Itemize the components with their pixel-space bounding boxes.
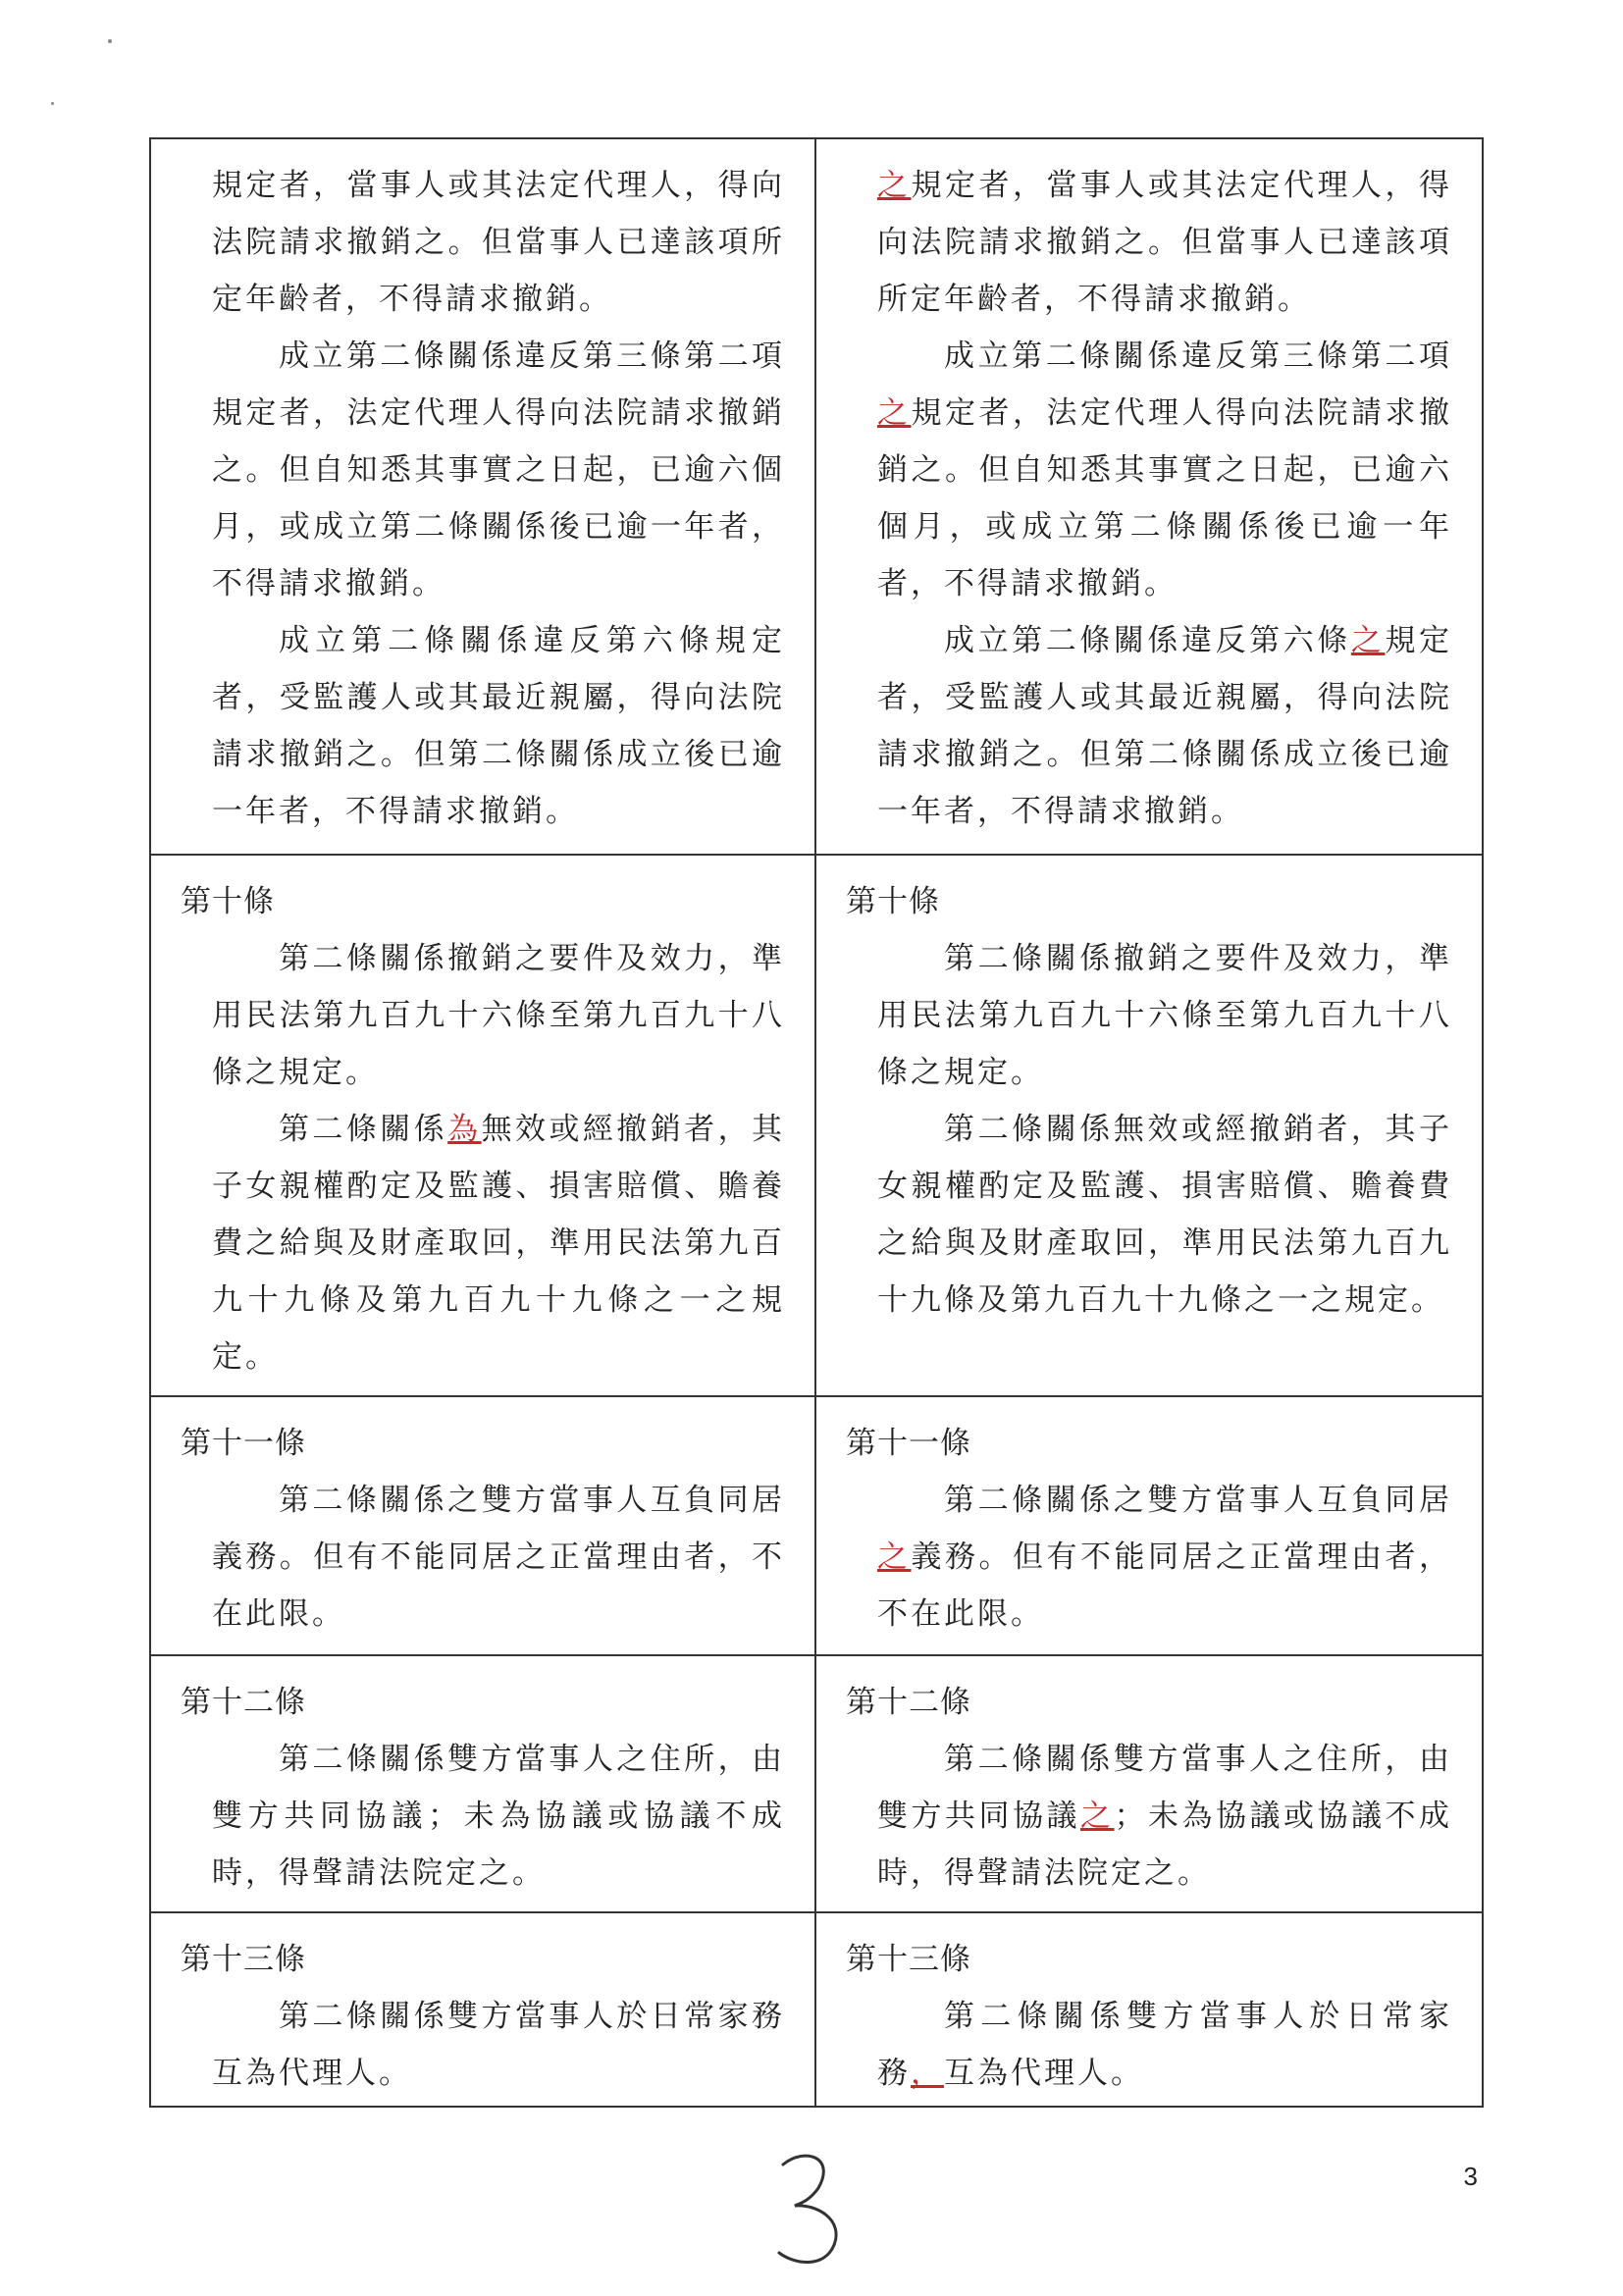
right-column-cell [816, 856, 1482, 1395]
paragraph [846, 612, 1452, 840]
paragraph [181, 1101, 785, 1385]
paragraph [846, 328, 1452, 612]
edit-mark: 之 [877, 395, 912, 431]
page-number: 3 [1463, 2162, 1478, 2191]
paragraph [846, 1731, 1452, 1902]
paragraph-text: 第二條關係 [279, 1112, 448, 1147]
edit-mark: 之 [1080, 1799, 1115, 1834]
paragraph [846, 1472, 1452, 1643]
paragraph-text: 義務。但有不能同居之正當理由者，不在此限。 [877, 1539, 1452, 1632]
article-heading: 第十三條 [846, 1942, 971, 1977]
paragraph: 第二條關係雙方當事人於日常家務互為代理人。 [212, 1999, 785, 2091]
article-heading: 第十三條 [181, 1942, 306, 1977]
article-heading: 第十二條 [846, 1685, 971, 1720]
paragraph-text: 成立第二條關係違反第六條 [944, 623, 1351, 658]
paragraph-text: 無效或經撤銷者，其子女親權酌定及監護、損害賠償、贍養費之給與及財產取回，準用民法第九百九十九條及第九百九十九條之一之規定。 [212, 1112, 786, 1375]
comparison-table [149, 137, 1484, 2108]
right-column-cell [816, 1397, 1482, 1654]
scan-speck [51, 102, 54, 105]
handwritten-page-mark [765, 2139, 854, 2276]
right-column-cell [816, 1913, 1482, 2106]
paragraph: 成立第二條關係違反第三條第二項規定者，法定代理人得向法院請求撤銷之。但自知悉其事實之日起，已逾六個月，或成立第二條關係後已逾一年者，不得請求撤銷。 [212, 339, 785, 601]
scan-speck [108, 39, 112, 43]
edit-mark: ， [911, 2056, 944, 2091]
paragraph: 規定者，當事人或其法定代理人，得向法院請求撤銷之。但當事人已達該項所定年齡者，不得請求撤銷。 [212, 168, 785, 317]
paragraph-text: 互為代理人。 [944, 2056, 1144, 2091]
paragraph-text: 規定者，當事人或其法定代理人，得向法院請求撤銷之。但當事人已達該項所定年齡者，不得請求撤銷。 [877, 168, 1452, 317]
paragraph: 第二條關係撤銷之要件及效力，準用民法第九百九十六條至第九百九十八條之規定。 [212, 941, 785, 1090]
article-heading: 第十條 [181, 884, 275, 919]
paragraph-text: 規定者，法定代理人得向法院請求撤銷之。但自知悉其事實之日起，已逾六個月，或成立第二條關係後已逾一年者，不得請求撤銷。 [877, 395, 1452, 601]
table-row [151, 854, 1482, 1395]
left-column-cell [151, 139, 816, 854]
paragraph: 成立第二條關係違反第六條規定者，受監護人或其最近親屬，得向法院請求撤銷之。但第二條關係成立後已逾一年者，不得請求撤銷。 [212, 623, 785, 829]
table-row [151, 1911, 1482, 2106]
article-heading: 第十條 [846, 884, 940, 919]
right-column-cell [816, 139, 1482, 854]
paragraph-text: ；未為協議或協議不成時，得聲請法院定之。 [877, 1799, 1452, 1891]
article-heading: 第十二條 [181, 1685, 306, 1720]
paragraph-text: 規定者，受監護人或其最近親屬，得向法院請求撤銷之。但第二條關係成立後已逾一年者，不得請求撤銷。 [877, 623, 1453, 829]
paragraph-text: 成立第二條關係違反第三條第二項 [944, 339, 1452, 374]
paragraph-text: 第二條關係雙方當事人之住所，由雙方共同協議 [877, 1742, 1452, 1834]
paragraph-text: 第二條關係之雙方當事人互負同居 [944, 1483, 1452, 1518]
paragraph [846, 157, 1452, 328]
left-column-cell [151, 1656, 816, 1911]
paragraph: 第二條關係之雙方當事人互負同居義務。但有不能同居之正當理由者，不在此限。 [212, 1483, 785, 1632]
edit-mark: 之 [877, 168, 912, 203]
edit-mark: 之 [877, 1539, 912, 1575]
paragraph: 第二條關係撤銷之要件及效力，準用民法第九百九十六條至第九百九十八條之規定。 [877, 941, 1452, 1090]
edit-mark: 為 [447, 1112, 482, 1147]
paragraph: 第二條關係雙方當事人之住所，由雙方共同協議；未為協議或協議不成時，得聲請法院定之。 [212, 1742, 785, 1891]
left-column-cell [151, 1913, 816, 2106]
edit-mark: 之 [1350, 623, 1386, 658]
right-column-cell [816, 1656, 1482, 1911]
article-heading: 第十一條 [181, 1426, 306, 1461]
paragraph [846, 1988, 1452, 2102]
paragraph: 第二條關係無效或經撤銷者，其子女親權酌定及監護、損害賠償、贍養費之給與及財產取回，準用民法第九百九十九條及第九百九十九條之一之規定。 [877, 1112, 1452, 1318]
paragraph-text: 第二條關係雙方當事人於日常家務 [877, 1999, 1452, 2091]
left-column-cell [151, 856, 816, 1395]
table-row [151, 1654, 1482, 1911]
table-row [151, 139, 1482, 854]
left-column-cell [151, 1397, 816, 1654]
article-heading: 第十一條 [846, 1426, 971, 1461]
table-row [151, 1395, 1482, 1654]
